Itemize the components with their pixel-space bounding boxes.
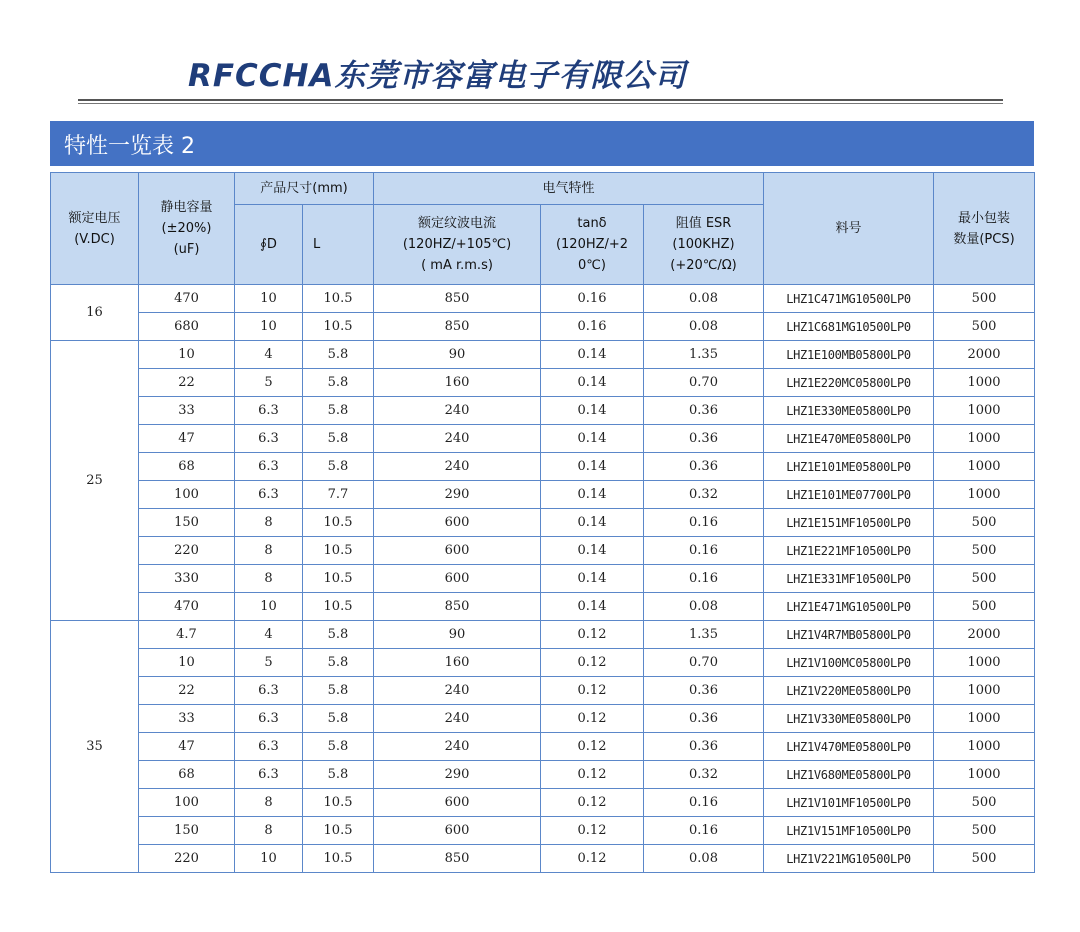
capacitance-cell: 100: [139, 481, 235, 509]
esr-cell: 0.16: [644, 537, 764, 565]
ripple-cell: 290: [374, 481, 541, 509]
length-cell: 5.8: [303, 677, 374, 705]
length-cell: 10.5: [303, 593, 374, 621]
capacitance-cell: 4.7: [139, 621, 235, 649]
voltage-cell: 16: [51, 285, 139, 341]
part-number-cell: LHZ1V101MF10500LP0: [764, 789, 934, 817]
min-pack-cell: 1000: [934, 369, 1035, 397]
capacitance-cell: 33: [139, 705, 235, 733]
min-pack-cell: 500: [934, 285, 1035, 313]
min-pack-cell: 2000: [934, 341, 1035, 369]
diameter-cell: 10: [235, 313, 303, 341]
part-number-cell: LHZ1V4R7MB05800LP0: [764, 621, 934, 649]
min-pack-cell: 2000: [934, 621, 1035, 649]
tan-cell: 0.14: [541, 537, 644, 565]
header-size-group: 产品尺寸(mm): [235, 173, 374, 205]
esr-cell: 0.32: [644, 481, 764, 509]
ripple-cell: 850: [374, 845, 541, 873]
ripple-cell: 240: [374, 677, 541, 705]
tan-cell: 0.16: [541, 285, 644, 313]
tan-cell: 0.12: [541, 761, 644, 789]
tan-cell: 0.14: [541, 593, 644, 621]
esr-cell: 0.36: [644, 733, 764, 761]
table-row: [51, 509, 1035, 537]
table-row: [51, 761, 1035, 789]
tan-cell: 0.12: [541, 817, 644, 845]
table-row: [51, 565, 1035, 593]
table-row: [51, 369, 1035, 397]
table-row: [51, 341, 1035, 369]
part-number-cell: LHZ1V221MG10500LP0: [764, 845, 934, 873]
header-rule-thin: [78, 103, 1003, 104]
table-row: [51, 453, 1035, 481]
part-number-cell: LHZ1E330ME05800LP0: [764, 397, 934, 425]
capacitance-cell: 220: [139, 537, 235, 565]
header-size-d: ∮D: [235, 205, 303, 285]
table-row: [51, 845, 1035, 873]
length-cell: 5.8: [303, 341, 374, 369]
capacitance-cell: 22: [139, 677, 235, 705]
esr-cell: 0.16: [644, 817, 764, 845]
tan-cell: 0.14: [541, 369, 644, 397]
capacitance-cell: 470: [139, 285, 235, 313]
ripple-cell: 850: [374, 285, 541, 313]
diameter-cell: 4: [235, 621, 303, 649]
table-row: [51, 481, 1035, 509]
tan-cell: 0.14: [541, 397, 644, 425]
part-number-cell: LHZ1E221MF10500LP0: [764, 537, 934, 565]
capacitance-cell: 33: [139, 397, 235, 425]
capacitance-cell: 47: [139, 733, 235, 761]
part-number-cell: LHZ1C681MG10500LP0: [764, 313, 934, 341]
length-cell: 5.8: [303, 733, 374, 761]
header-rule: [78, 99, 1003, 101]
section-title: 特性一览表 2: [64, 134, 195, 159]
diameter-cell: 6.3: [235, 453, 303, 481]
length-cell: 10.5: [303, 565, 374, 593]
tan-cell: 0.14: [541, 425, 644, 453]
tan-cell: 0.16: [541, 313, 644, 341]
length-cell: 5.8: [303, 397, 374, 425]
ripple-cell: 240: [374, 733, 541, 761]
min-pack-cell: 1000: [934, 733, 1035, 761]
ripple-cell: 90: [374, 341, 541, 369]
section-banner: [50, 121, 1034, 166]
min-pack-cell: 500: [934, 845, 1035, 873]
company-title: RFCCHA东莞市容富电子有限公司: [188, 58, 687, 94]
table-row: [51, 817, 1035, 845]
capacitance-cell: 10: [139, 649, 235, 677]
part-number-cell: LHZ1V330ME05800LP0: [764, 705, 934, 733]
min-pack-cell: 500: [934, 817, 1035, 845]
diameter-cell: 6.3: [235, 705, 303, 733]
min-pack-cell: 1000: [934, 649, 1035, 677]
diameter-cell: 6.3: [235, 397, 303, 425]
length-cell: 5.8: [303, 649, 374, 677]
esr-cell: 0.08: [644, 845, 764, 873]
tan-cell: 0.12: [541, 789, 644, 817]
diameter-cell: 5: [235, 369, 303, 397]
voltage-cell: 25: [51, 341, 139, 621]
table-row: [51, 677, 1035, 705]
diameter-cell: 8: [235, 817, 303, 845]
part-number-cell: LHZ1E470ME05800LP0: [764, 425, 934, 453]
ripple-cell: 600: [374, 565, 541, 593]
header-size-l: L: [303, 205, 374, 285]
part-number-cell: LHZ1C471MG10500LP0: [764, 285, 934, 313]
esr-cell: 0.32: [644, 761, 764, 789]
min-pack-cell: 1000: [934, 705, 1035, 733]
header-ripple: 额定纹波电流 (120HZ/+105℃) ( mA r.m.s): [374, 205, 541, 285]
min-pack-cell: 1000: [934, 453, 1035, 481]
tan-cell: 0.14: [541, 341, 644, 369]
esr-cell: 0.08: [644, 313, 764, 341]
diameter-cell: 6.3: [235, 677, 303, 705]
part-number-cell: LHZ1E220MC05800LP0: [764, 369, 934, 397]
length-cell: 10.5: [303, 817, 374, 845]
capacitance-cell: 68: [139, 453, 235, 481]
ripple-cell: 600: [374, 789, 541, 817]
diameter-cell: 6.3: [235, 761, 303, 789]
tan-cell: 0.14: [541, 481, 644, 509]
esr-cell: 0.16: [644, 565, 764, 593]
diameter-cell: 6.3: [235, 481, 303, 509]
diameter-cell: 8: [235, 789, 303, 817]
min-pack-cell: 1000: [934, 481, 1035, 509]
min-pack-cell: 500: [934, 789, 1035, 817]
spec-table-body: [51, 285, 1035, 873]
tan-cell: 0.12: [541, 845, 644, 873]
diameter-cell: 10: [235, 285, 303, 313]
min-pack-cell: 500: [934, 313, 1035, 341]
part-number-cell: LHZ1V680ME05800LP0: [764, 761, 934, 789]
esr-cell: 0.70: [644, 649, 764, 677]
diameter-cell: 6.3: [235, 425, 303, 453]
min-pack-cell: 500: [934, 537, 1035, 565]
part-number-cell: LHZ1V100MC05800LP0: [764, 649, 934, 677]
ripple-cell: 290: [374, 761, 541, 789]
part-number-cell: LHZ1E471MG10500LP0: [764, 593, 934, 621]
voltage-cell: 35: [51, 621, 139, 873]
length-cell: 5.8: [303, 425, 374, 453]
esr-cell: 0.36: [644, 705, 764, 733]
ripple-cell: 600: [374, 537, 541, 565]
tan-cell: 0.12: [541, 705, 644, 733]
esr-cell: 0.08: [644, 593, 764, 621]
table-row: [51, 705, 1035, 733]
esr-cell: 0.36: [644, 677, 764, 705]
part-number-cell: LHZ1E100MB05800LP0: [764, 341, 934, 369]
diameter-cell: 8: [235, 509, 303, 537]
ripple-cell: 160: [374, 649, 541, 677]
capacitance-cell: 22: [139, 369, 235, 397]
table-row: [51, 397, 1035, 425]
table-row: [51, 649, 1035, 677]
length-cell: 10.5: [303, 537, 374, 565]
capacitance-cell: 47: [139, 425, 235, 453]
min-pack-cell: 1000: [934, 425, 1035, 453]
ripple-cell: 240: [374, 705, 541, 733]
table-row: [51, 537, 1035, 565]
header-capacitance: 静电容量 (±20%) (uF): [139, 173, 235, 285]
capacitance-cell: 330: [139, 565, 235, 593]
esr-cell: 0.16: [644, 789, 764, 817]
ripple-cell: 850: [374, 593, 541, 621]
header-voltage: 额定电压 (V.DC): [51, 173, 139, 285]
capacitance-cell: 220: [139, 845, 235, 873]
ripple-cell: 240: [374, 453, 541, 481]
length-cell: 5.8: [303, 621, 374, 649]
capacitance-cell: 150: [139, 509, 235, 537]
header-min-pack: 最小包装 数量(PCS): [934, 173, 1035, 285]
table-row: [51, 593, 1035, 621]
length-cell: 10.5: [303, 285, 374, 313]
ripple-cell: 600: [374, 817, 541, 845]
diameter-cell: 10: [235, 845, 303, 873]
capacitance-cell: 470: [139, 593, 235, 621]
ripple-cell: 160: [374, 369, 541, 397]
diameter-cell: 4: [235, 341, 303, 369]
header-esr: 阻值 ESR (100KHZ) (+20℃/Ω): [644, 205, 764, 285]
part-number-cell: LHZ1V470ME05800LP0: [764, 733, 934, 761]
esr-cell: 1.35: [644, 341, 764, 369]
length-cell: 10.5: [303, 509, 374, 537]
length-cell: 5.8: [303, 705, 374, 733]
spec-table: [50, 172, 1035, 873]
min-pack-cell: 500: [934, 565, 1035, 593]
min-pack-cell: 1000: [934, 677, 1035, 705]
length-cell: 5.8: [303, 453, 374, 481]
part-number-cell: LHZ1V151MF10500LP0: [764, 817, 934, 845]
table-row: [51, 313, 1035, 341]
tan-cell: 0.12: [541, 677, 644, 705]
header-electrical-group: 电气特性: [374, 173, 764, 205]
esr-cell: 0.70: [644, 369, 764, 397]
tan-cell: 0.14: [541, 509, 644, 537]
ripple-cell: 240: [374, 397, 541, 425]
tan-cell: 0.14: [541, 565, 644, 593]
tan-cell: 0.12: [541, 621, 644, 649]
length-cell: 7.7: [303, 481, 374, 509]
part-number-cell: LHZ1E151MF10500LP0: [764, 509, 934, 537]
table-row: [51, 621, 1035, 649]
length-cell: 10.5: [303, 313, 374, 341]
tan-cell: 0.12: [541, 733, 644, 761]
diameter-cell: 10: [235, 593, 303, 621]
header-tan: tanδ (120HZ/+2 0℃): [541, 205, 644, 285]
esr-cell: 0.08: [644, 285, 764, 313]
esr-cell: 0.36: [644, 397, 764, 425]
esr-cell: 0.36: [644, 425, 764, 453]
esr-cell: 0.36: [644, 453, 764, 481]
part-number-cell: LHZ1E101ME07700LP0: [764, 481, 934, 509]
capacitance-cell: 68: [139, 761, 235, 789]
header-part-no: 料号: [764, 173, 934, 285]
part-number-cell: LHZ1V220ME05800LP0: [764, 677, 934, 705]
length-cell: 10.5: [303, 789, 374, 817]
capacitance-cell: 680: [139, 313, 235, 341]
min-pack-cell: 500: [934, 593, 1035, 621]
table-row: [51, 733, 1035, 761]
diameter-cell: 5: [235, 649, 303, 677]
ripple-cell: 850: [374, 313, 541, 341]
diameter-cell: 6.3: [235, 733, 303, 761]
diameter-cell: 8: [235, 537, 303, 565]
esr-cell: 1.35: [644, 621, 764, 649]
capacitance-cell: 150: [139, 817, 235, 845]
part-number-cell: LHZ1E101ME05800LP0: [764, 453, 934, 481]
min-pack-cell: 500: [934, 509, 1035, 537]
min-pack-cell: 1000: [934, 761, 1035, 789]
esr-cell: 0.16: [644, 509, 764, 537]
capacitance-cell: 100: [139, 789, 235, 817]
table-row: [51, 285, 1035, 313]
tan-cell: 0.12: [541, 649, 644, 677]
capacitance-cell: 10: [139, 341, 235, 369]
ripple-cell: 90: [374, 621, 541, 649]
length-cell: 5.8: [303, 761, 374, 789]
diameter-cell: 8: [235, 565, 303, 593]
part-number-cell: LHZ1E331MF10500LP0: [764, 565, 934, 593]
table-row: [51, 789, 1035, 817]
ripple-cell: 600: [374, 509, 541, 537]
min-pack-cell: 1000: [934, 397, 1035, 425]
table-row: [51, 425, 1035, 453]
length-cell: 5.8: [303, 369, 374, 397]
length-cell: 10.5: [303, 845, 374, 873]
ripple-cell: 240: [374, 425, 541, 453]
tan-cell: 0.14: [541, 453, 644, 481]
